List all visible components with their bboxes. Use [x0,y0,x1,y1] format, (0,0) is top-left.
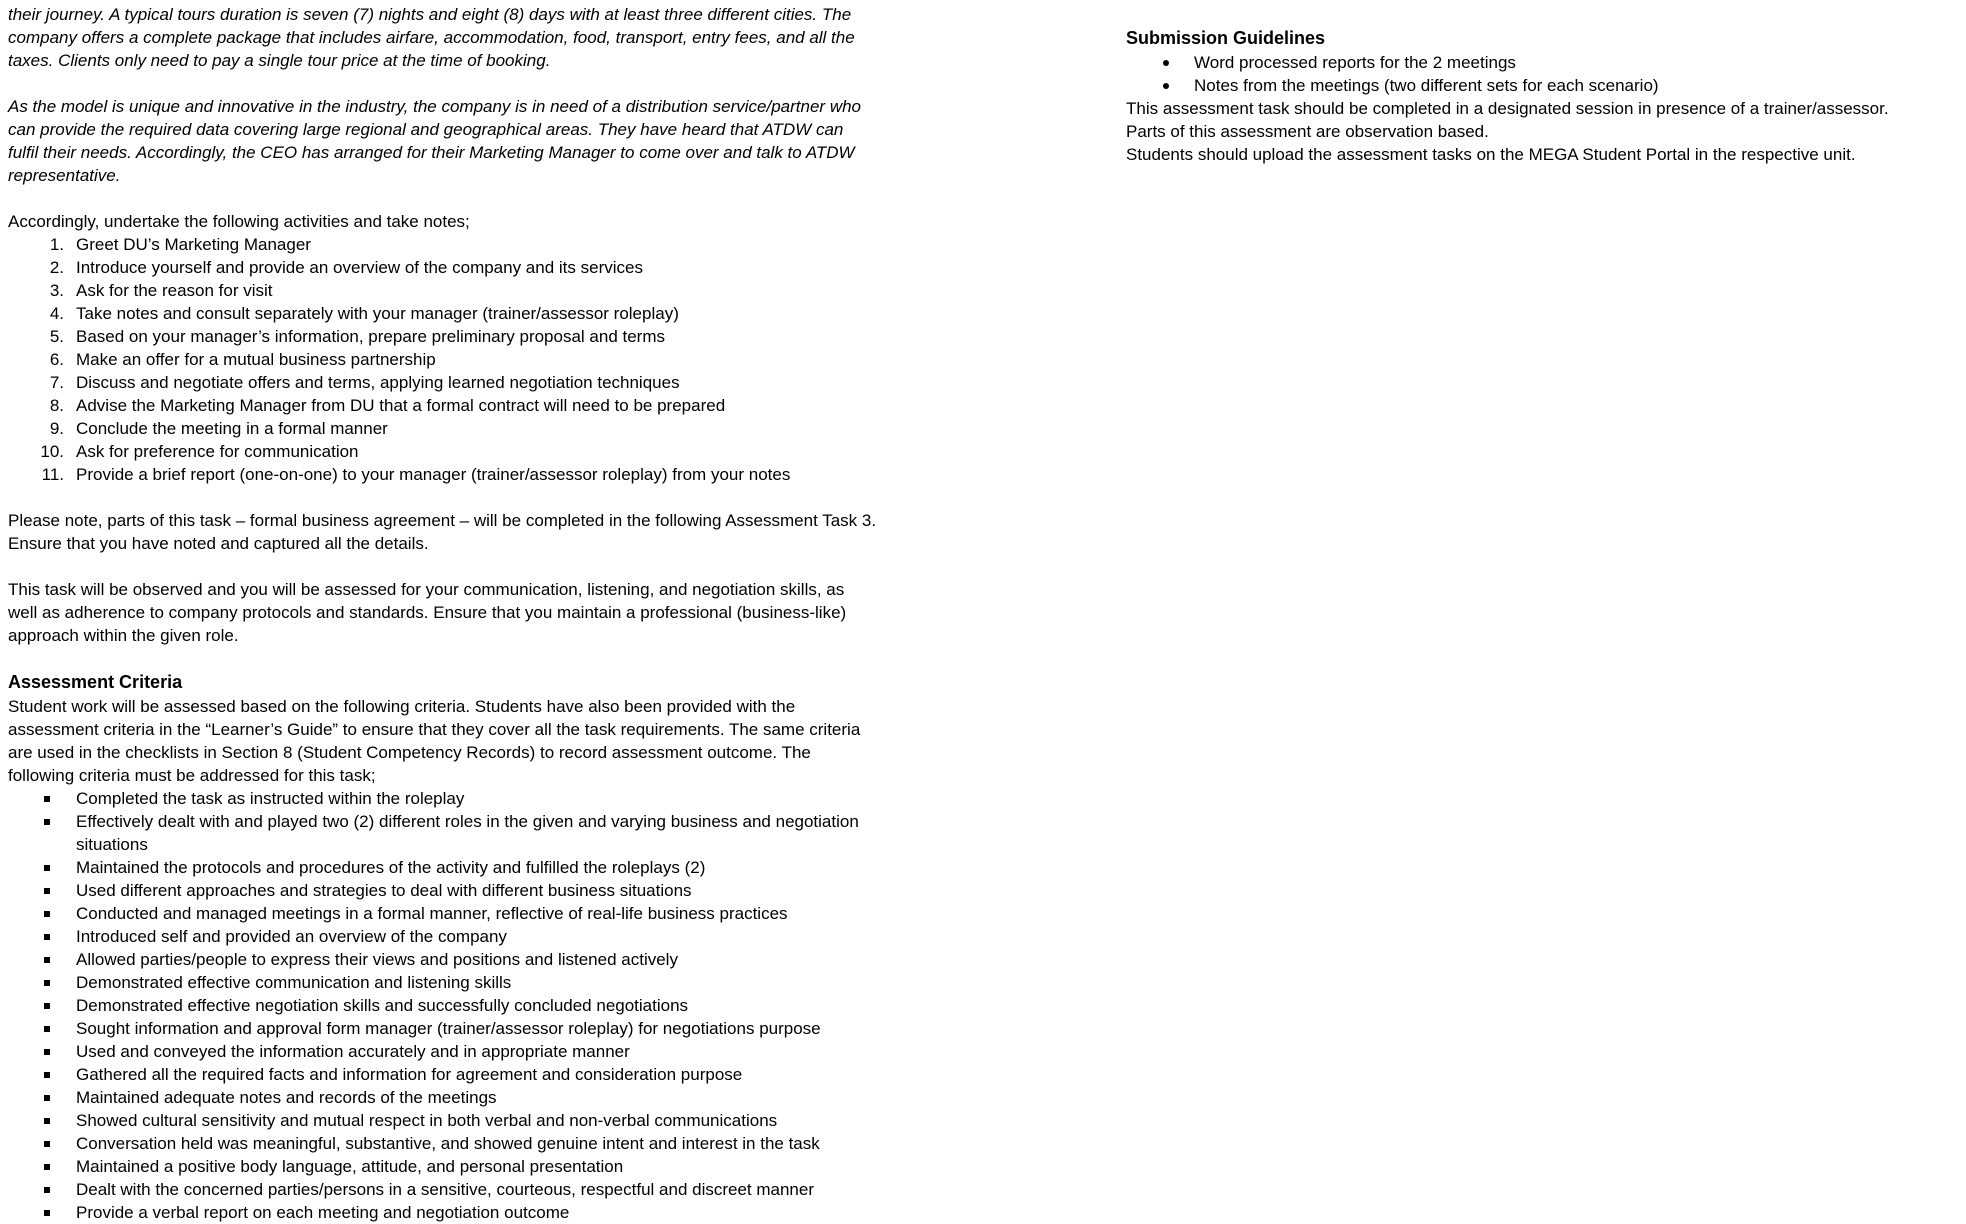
spacer [8,72,878,95]
activity-number: 7. [49,373,64,392]
activity-item [8,256,878,279]
submission-line: Students should upload the assessment tasks on the MEGA Student Portal in the respective unit. [1126,145,1856,164]
activity-text: Provide a brief report (one-on-one) to your manager (trainer/assessor roleplay) from your notes [76,465,791,484]
criteria-item: Sought information and approval form manager (trainer/assessor roleplay) for negotiations purpose [8,1017,878,1040]
submission-line: This assessment task should be completed in a designated session in presence of a trainer/assessor. [1126,99,1889,118]
criteria-list [8,787,878,1224]
activity-item [8,394,878,417]
activity-text: Advise the Marketing Manager from DU that a formal contract will need to be prepared [76,396,726,415]
criteria-item: Gathered all the required facts and information for agreement and consideration purpose [8,1063,878,1086]
observed-paragraph: This task will be observed and you will be assessed for your communication, listening, and negotiation skills, as well as adherence to company protocols and standards. Ensure that you maintain a professional (business-like) approach within the given role. [8,580,847,645]
spacer [8,647,878,670]
intro-paragraph-2: As the model is unique and innovative in the industry, the company is in need of a distribution service/partner who can provide the required data covering large regional and geographical areas. They have heard that ATDW can fulfil their needs. Accordingly, the CEO has arranged for their Marketing Manager to come over and talk to ATDW representative. [8,97,862,185]
submission-item: Word processed reports for the 2 meetings [1126,51,1946,74]
criteria-item: Used different approaches and strategies to deal with different business situations [8,879,878,902]
criteria-item: Introduced self and provided an overview of the company [8,925,878,948]
note-paragraph: Please note, parts of this task – formal business agreement – will be completed in the following Assessment Task 3. Ensure that you have noted and captured all the details. [8,511,877,553]
activity-number: 4. [49,304,64,323]
left-column [8,3,878,1224]
activities-list [8,233,878,486]
activity-text: Greet DU’s Marketing Manager [76,235,311,254]
activity-number: 9. [49,419,64,438]
submission-list [1126,51,1946,97]
activity-number: 5. [49,327,64,346]
criteria-item: Conversation held was meaningful, substantive, and showed genuine intent and interest in the task [8,1132,878,1155]
activity-text: Conclude the meeting in a formal manner [76,419,388,438]
activity-item [8,463,878,486]
activity-text: Introduce yourself and provide an overview of the company and its services [76,258,643,277]
activity-item [8,348,878,371]
activity-number: 2. [49,258,64,277]
activity-item [8,371,878,394]
activity-text: Make an offer for a mutual business partnership [76,350,436,369]
activity-item [8,233,878,256]
activity-number: 10. [40,442,64,461]
activity-number: 11. [41,465,64,484]
activity-text: Discuss and negotiate offers and terms, applying learned negotiation techniques [76,373,680,392]
spacer [8,486,878,509]
submission-item: Notes from the meetings (two different sets for each scenario) [1126,74,1946,97]
activity-item [8,440,878,463]
criteria-heading: Assessment Criteria [8,672,183,692]
activity-text: Ask for the reason for visit [76,281,273,300]
criteria-item: Maintained the protocols and procedures of the activity and fulfilled the roleplays (2) [8,856,878,879]
activity-item [8,302,878,325]
right-column [1126,26,1946,166]
criteria-paragraph: Student work will be assessed based on the following criteria. Students have also been provided with the assessment criteria in the “Learner’s Guide” to ensure that they cover all the task requirements. The same criteria are used in the checklists in Section 8 (Student Competency Records) to record assessment outcome. The following criteria must be addressed for this task; [8,697,861,785]
activity-number: 3. [49,281,64,300]
activity-text: Take notes and consult separately with your manager (trainer/assessor roleplay) [76,304,679,323]
criteria-item: Maintained a positive body language, attitude, and personal presentation [8,1155,878,1178]
activity-item [8,279,878,302]
activity-number: 8. [49,396,64,415]
activities-intro: Accordingly, undertake the following activities and take notes; [8,212,470,231]
criteria-item: Demonstrated effective communication and listening skills [8,971,878,994]
criteria-item: Provide a verbal report on each meeting and negotiation outcome [8,1201,878,1224]
submission-line: Parts of this assessment are observation based. [1126,122,1489,141]
activity-number: 1. [49,235,64,254]
activity-text: Based on your manager’s information, prepare preliminary proposal and terms [76,327,666,346]
spacer [8,187,878,210]
criteria-item: Allowed parties/people to express their views and positions and listened actively [8,948,878,971]
intro-paragraph-1: their journey. A typical tours duration is seven (7) nights and eight (8) days with at least three different cities. The company offers a complete package that includes airfare, accommodation, food, transport, entry fees, and all the taxes. Clients only need to pay a single tour price at the time of booking. [8,5,855,70]
criteria-item: Dealt with the concerned parties/persons in a sensitive, courteous, respectful and discreet manner [8,1178,878,1201]
criteria-item: Effectively dealt with and played two (2) different roles in the given and varying business and negotiation situations [8,810,878,856]
submission-heading: Submission Guidelines [1126,28,1326,48]
activity-text: Ask for preference for communication [76,442,359,461]
criteria-item: Showed cultural sensitivity and mutual respect in both verbal and non-verbal communications [8,1109,878,1132]
criteria-item: Used and conveyed the information accurately and in appropriate manner [8,1040,878,1063]
criteria-item: Conducted and managed meetings in a formal manner, reflective of real-life business practices [8,902,878,925]
spacer [8,555,878,578]
criteria-item: Demonstrated effective negotiation skills and successfully concluded negotiations [8,994,878,1017]
activity-number: 6. [49,350,64,369]
criteria-item: Completed the task as instructed within the roleplay [8,787,878,810]
activity-item [8,417,878,440]
criteria-item: Maintained adequate notes and records of the meetings [8,1086,878,1109]
activity-item [8,325,878,348]
